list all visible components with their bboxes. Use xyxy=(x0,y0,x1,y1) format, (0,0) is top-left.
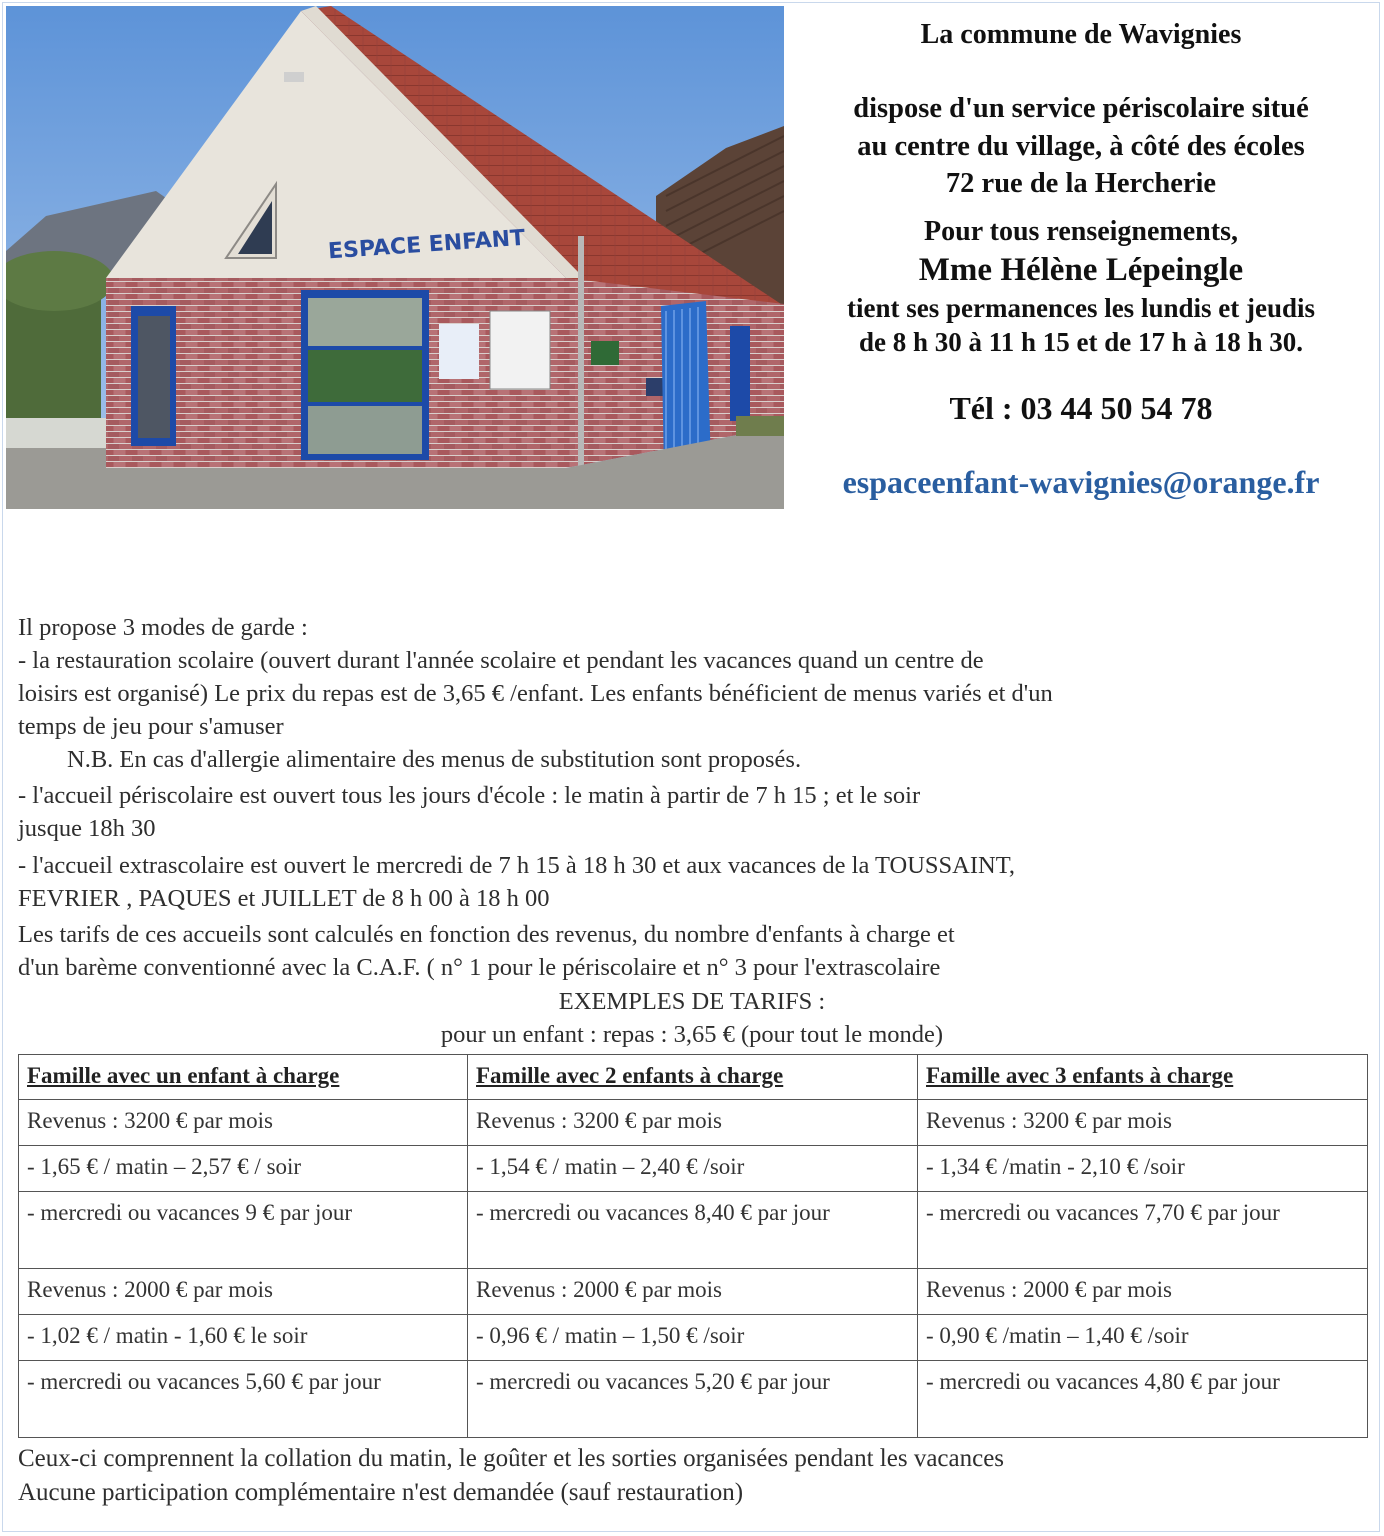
table-cell: - 0,90 € /matin – 1,40 € /soir xyxy=(918,1315,1368,1361)
table-row xyxy=(19,1269,1368,1315)
service-line-1: dispose d'un service périscolaire situé xyxy=(853,93,1309,124)
permanence-line-1: tient ses permanences les lundis et jeudis xyxy=(847,293,1315,323)
contact-name: Mme Hélène Lépeingle xyxy=(918,252,1244,288)
examples-subtitle: pour un enfant : repas : 3,65 € (pour tout le monde) xyxy=(440,1021,944,1048)
body-line-8: - l'accueil extrascolaire est ouvert le mercredi de 7 h 15 à 18 h 30 et aux vacances de la TOUSSAINT, xyxy=(18,852,1015,879)
table-cell: - mercredi ou vacances 9 € par jour xyxy=(19,1192,468,1269)
table-cell: Revenus : 3200 € par mois xyxy=(19,1100,468,1146)
body-line-7: jusque 18h 30 xyxy=(18,815,156,842)
table-cell: - mercredi ou vacances 5,60 € par jour xyxy=(19,1361,468,1438)
table-cell: Revenus : 2000 € par mois xyxy=(918,1269,1368,1315)
permanence-line-2: de 8 h 30 à 11 h 15 et de 17 h à 18 h 30. xyxy=(858,327,1304,357)
table-cell: Revenus : 3200 € par mois xyxy=(918,1100,1368,1146)
address: 72 rue de la Hercherie xyxy=(945,168,1217,199)
table-row xyxy=(19,1146,1368,1192)
building-photo xyxy=(6,6,784,509)
header-three-children: Famille avec 3 enfants à charge xyxy=(918,1055,1368,1100)
body-line-11: d'un barème conventionné avec la C.A.F. ( n° 1 pour le périscolaire et n° 3 pour l'extrascolaire xyxy=(18,954,941,981)
table-cell: - 1,54 € / matin – 2,40 € /soir xyxy=(468,1146,918,1192)
body-line-10: Les tarifs de ces accueils sont calculés en fonction des revenus, du nombre d'enfants à charge et xyxy=(18,921,955,948)
espace-enfant-sign: ESPACE ENFANT xyxy=(327,225,526,265)
table-cell: - mercredi ou vacances 7,70 € par jour xyxy=(918,1192,1368,1269)
table-cell: Revenus : 2000 € par mois xyxy=(19,1269,468,1315)
email-link[interactable]: espaceenfant-wavignies@orange.fr xyxy=(842,464,1320,500)
examples-title: EXEMPLES DE TARIFS : xyxy=(558,988,826,1015)
table-cell: - 1,02 € / matin - 1,60 € le soir xyxy=(19,1315,468,1361)
body-line-3: loisirs est organisé) Le prix du repas est de 3,65 € /enfant. Les enfants bénéficient de menus variés et d'un xyxy=(18,680,1053,707)
header-one-child: Famille avec un enfant à charge xyxy=(19,1055,468,1100)
body-line-2: - la restauration scolaire (ouvert durant l'année scolaire et pendant les vacances quand un centre de xyxy=(18,647,984,674)
table-row xyxy=(19,1315,1368,1361)
body-line-4: temps de jeu pour s'amuser xyxy=(18,713,284,740)
body-line-1: Il propose 3 modes de garde : xyxy=(18,614,308,641)
table-cell: - mercredi ou vacances 5,20 € par jour xyxy=(468,1361,918,1438)
table-cell: - 1,65 € / matin – 2,57 € / soir xyxy=(19,1146,468,1192)
table-cell: - mercredi ou vacances 4,80 € par jour xyxy=(918,1361,1368,1438)
service-line-2: au centre du village, à côté des écoles xyxy=(857,131,1305,162)
table-cell: - 1,34 € /matin - 2,10 € /soir xyxy=(918,1146,1368,1192)
table-row xyxy=(19,1361,1368,1438)
footer-line-1: Ceux-ci comprennent la collation du matin, le goûter et les sorties organisées pendant les vacances xyxy=(18,1445,1005,1472)
table-cell: Revenus : 2000 € par mois xyxy=(468,1269,918,1315)
commune-title: La commune de Wavignies xyxy=(920,19,1242,50)
footer-line-2: Aucune participation complémentaire n'est demandée (sauf restauration) xyxy=(18,1479,744,1506)
table-cell: - mercredi ou vacances 8,40 € par jour xyxy=(468,1192,918,1269)
info-box xyxy=(786,6,1376,509)
header-two-children: Famille avec 2 enfants à charge xyxy=(468,1055,918,1100)
body-line-5: N.B. En cas d'allergie alimentaire des menus de substitution sont proposés. xyxy=(18,746,802,773)
building-illustration xyxy=(6,6,784,509)
table-row xyxy=(19,1192,1368,1269)
renseignements-label: Pour tous renseignements, xyxy=(924,216,1238,247)
tarifs-table xyxy=(18,1054,1368,1438)
body-line-6: - l'accueil périscolaire est ouvert tous les jours d'école : le matin à partir de 7 h 15 ; et le soir xyxy=(18,782,921,809)
table-row xyxy=(19,1100,1368,1146)
phone-number: Tél : 03 44 50 54 78 xyxy=(949,390,1213,426)
body-line-9: FEVRIER , PAQUES et JUILLET de 8 h 00 à 18 h 00 xyxy=(18,885,550,912)
table-cell: Revenus : 3200 € par mois xyxy=(468,1100,918,1146)
table-header-row xyxy=(19,1055,1368,1100)
table-cell: - 0,96 € / matin – 1,50 € /soir xyxy=(468,1315,918,1361)
